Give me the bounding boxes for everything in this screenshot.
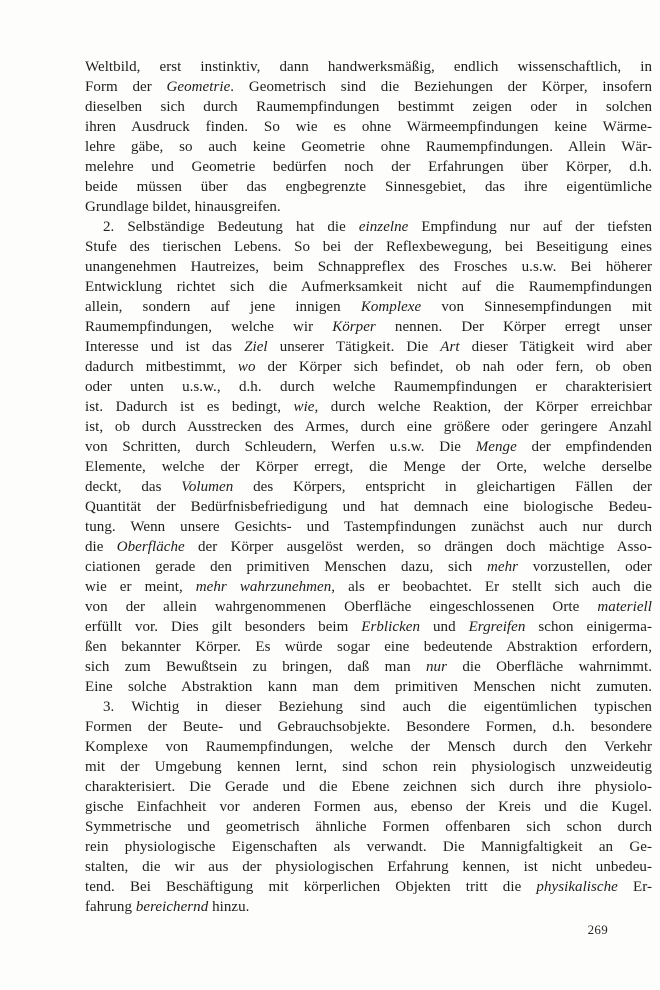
text-line: allein, sondern auf jene innigen Komplexe von Sinnesempfindungen mit (85, 299, 652, 315)
text-line: mit der Umgebung kennen lernt, sind schon rein physiologisch unzweideutig (85, 759, 652, 775)
italic-text: Menge (475, 439, 517, 455)
text-line: Interesse und ist das Ziel unserer Tätigkeit. Die Art dieser Tätigkeit wird aber (85, 339, 652, 355)
text-line: Raumempfindungen, welche wir Körper nennen. Der Körper erregt unser (85, 319, 652, 335)
text-line: ciationen gerade den primitiven Menschen dazu, sich mehr vorzustellen, oder (85, 559, 652, 575)
text-line: ihren Ausdruck finden. So wie es ohne Wärmeempfindungen keine Wärme- (85, 119, 652, 135)
italic-text: Volumen (181, 479, 234, 495)
text-line: 3. Wichtig in dieser Beziehung sind auch die eigentümlichen typischen (103, 699, 652, 715)
italic-text: Geometrie (166, 79, 231, 95)
italic-text: wie (293, 399, 315, 415)
text-line: Symmetrische und geometrisch ähnliche Formen offenbaren sich schon durch (85, 819, 652, 835)
text-line: erfüllt vor. Dies gilt besonders beim Erblicken und Ergreifen schon einigerma- (85, 619, 652, 635)
text-line: lehre gäbe, so auch keine Geometrie ohne Raumempfindungen. Allein Wär- (85, 139, 652, 155)
text-line: tend. Bei Beschäftigung mit körperlichen Objekten tritt die physikalische Er- (85, 879, 652, 895)
text-line: Eine solche Abstraktion kann man dem primitiven Menschen nicht zumuten. (85, 679, 652, 695)
italic-text: nur (426, 659, 447, 675)
text-line: dieselben sich durch Raumempfindungen bestimmt zeigen oder in solchen (85, 99, 652, 115)
text-line: von der allein wahrgenommenen Oberfläche eingeschlossenen Orte materiell (85, 599, 652, 615)
italic-text: Körper (332, 319, 376, 335)
text-line: sich zum Bewußtsein zu bringen, daß man nur die Oberfläche wahrnimmt. (85, 659, 652, 675)
italic-text: Komplexe (360, 299, 422, 315)
text-line: Formen der Beute- und Gebrauchsobjekte. Besondere Formen, d.h. besondere (85, 719, 652, 735)
page-text-block (85, 57, 652, 917)
text-line: unangenehmen Hautreizes, beim Schnappreflex des Frosches u.s.w. Bei höherer (85, 259, 652, 275)
text-line: beide müssen über das engbegrenzte Sinnesgebiet, das ihre eigentümliche (85, 179, 652, 195)
text-line: wie er meint, mehr wahrzunehmen, als er beobachtet. Er stellt sich auch die (85, 579, 652, 595)
text-line: ist. Dadurch ist es bedingt, wie, durch welche Reaktion, der Körper erreichbar (85, 399, 652, 415)
text-line: fahrung bereichernd hinzu. (85, 899, 250, 915)
italic-text: Ziel (244, 339, 268, 355)
italic-text: mehr wahrzunehmen (195, 579, 332, 595)
text-line: 2. Selbständige Bedeutung hat die einzelne Empfindung nur auf der tiefsten (103, 219, 652, 235)
italic-text: mehr (487, 559, 519, 575)
italic-text: materiell (597, 599, 652, 615)
text-line: die Oberfläche der Körper ausgelöst werden, so drängen doch mächtige Asso- (85, 539, 652, 555)
paragraph (85, 217, 652, 697)
text-line: stalten, die wir aus der physiologischen Erfahrung kennen, ist nicht unbedeu- (85, 859, 652, 875)
text-line: tung. Wenn unsere Gesichts- und Tastempfindungen zunächst auch nur durch (85, 519, 652, 535)
text-line: deckt, das Volumen des Körpers, entspricht in gleichartigen Fällen der (85, 479, 652, 495)
page-number: 269 (587, 922, 608, 937)
text-line: rein physiologische Eigenschaften als verwandt. Die Mannigfaltigkeit an Ge- (85, 839, 652, 855)
italic-text: Ergreifen (468, 619, 526, 635)
italic-text: einzelne (358, 219, 409, 235)
text-line: von Schritten, durch Schleudern, Werfen u.s.w. Die Menge der empfindenden (85, 439, 652, 455)
paragraph (85, 57, 652, 217)
text-line: ist, ob durch Ausstrecken des Armes, durch eine größere oder geringere Anzahl (85, 419, 652, 435)
italic-text: bereichernd (135, 899, 209, 915)
text-line: gische Einfachheit vor anderen Formen aus, ebenso der Kreis und die Kugel. (85, 799, 652, 815)
text-line: Stufe des tierischen Lebens. So bei der Reflexbewegung, bei Beseitigung eines (85, 239, 652, 255)
text-line: Komplexe von Raumempfindungen, welche der Mensch durch den Verkehr (85, 739, 652, 755)
text-line: Quantität der Bedürfnisbefriedigung und hat demnach eine biologische Bedeu- (85, 499, 652, 515)
italic-text: Erblicken (361, 619, 421, 635)
text-line: Weltbild, erst instinktiv, dann handwerksmäßig, endlich wissenschaftlich, in (85, 59, 652, 75)
text-line: melehre und Geometrie bedürfen noch der Erfahrungen über Körper, d.h. (85, 159, 652, 175)
paragraph (85, 697, 652, 917)
text-line: ßen bekannter Körper. Es würde sogar eine bedeutende Abstraktion erfordern, (85, 639, 652, 655)
text-line: dadurch mitbestimmt, wo der Körper sich befindet, ob nah oder fern, ob oben (85, 359, 652, 375)
text-line: Grundlage bildet, hinausgreifen. (85, 199, 281, 215)
italic-text: Oberfläche (116, 539, 185, 555)
italic-text: wo (237, 359, 256, 375)
text-line: Form der Geometrie. Geometrisch sind die Beziehungen der Körper, insofern (85, 79, 652, 95)
italic-text: Art (440, 339, 460, 355)
text-line: oder unten u.s.w., d.h. durch welche Raumempfindungen er charakterisiert (85, 379, 652, 395)
text-line: Entwicklung richtet sich die Aufmerksamkeit nicht auf die Raumempfindungen (85, 279, 652, 295)
text-line: Elemente, welche der Körper erregt, die Menge der Orte, welche derselbe (85, 459, 652, 475)
text-line: charakterisiert. Die Gerade und die Ebene zeichnen sich durch ihre physiolo- (85, 779, 652, 795)
italic-text: physikalische (536, 879, 618, 895)
